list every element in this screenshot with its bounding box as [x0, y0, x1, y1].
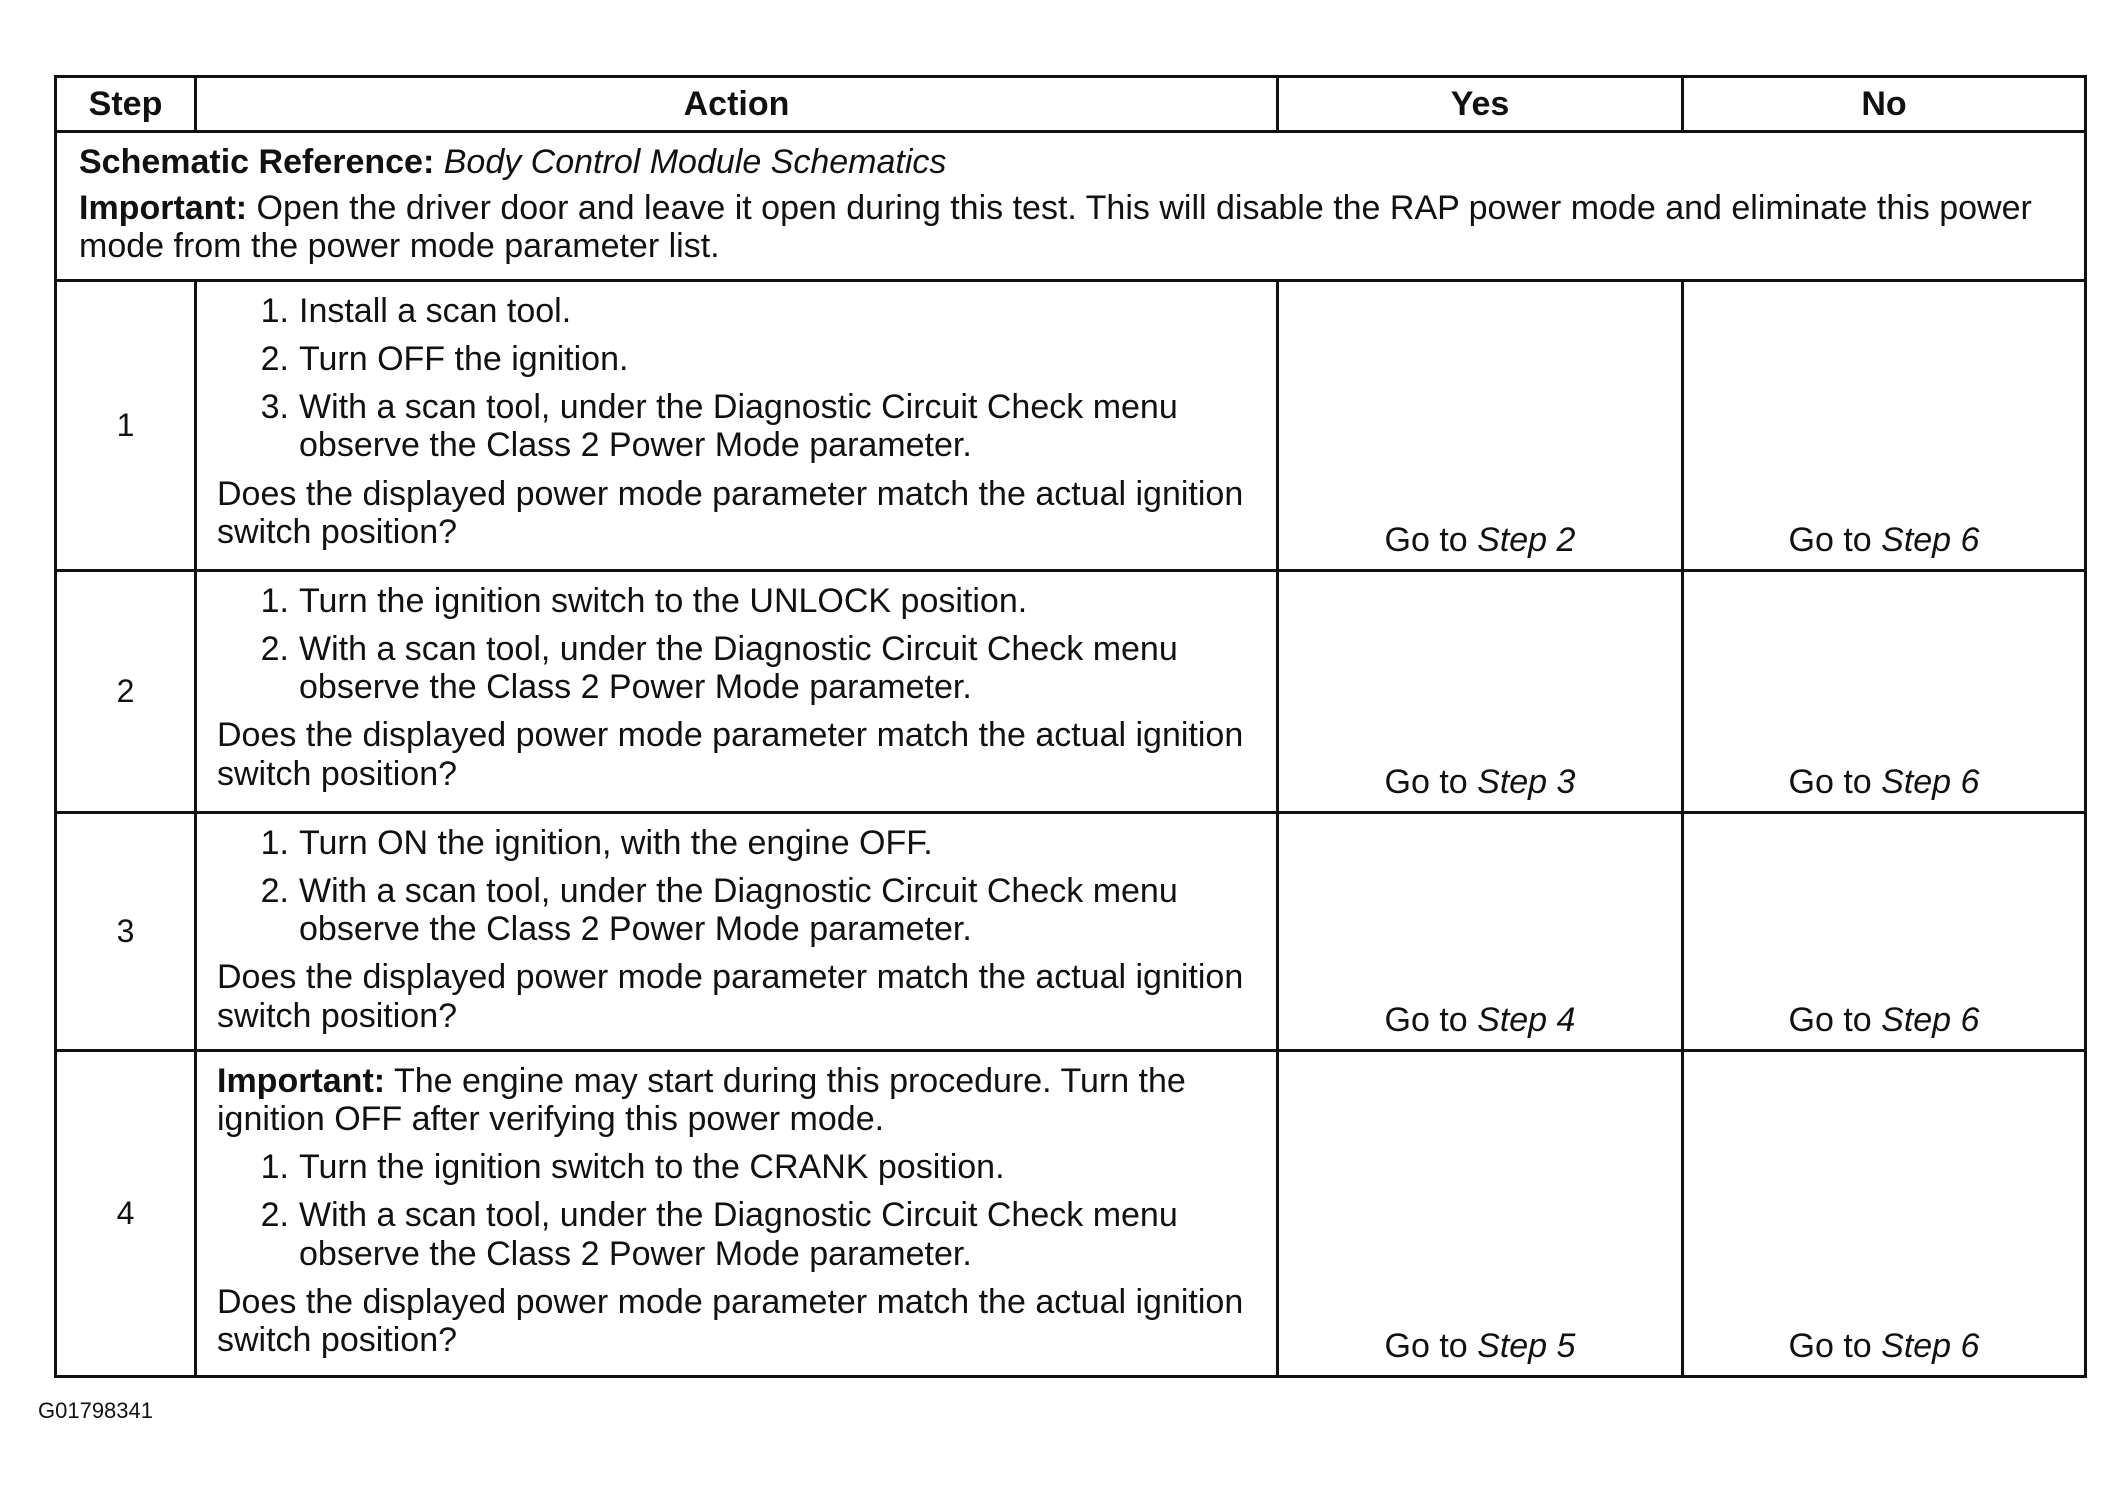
yes-cell [1278, 281, 1683, 571]
important-note [217, 1062, 1256, 1138]
figure-id: G01798341 [38, 1398, 153, 1423]
reference-cell [56, 132, 2086, 281]
item-text: Turn the ignition switch to the UNLOCK position. [299, 582, 1028, 621]
no-prefix: Go to [1788, 521, 1882, 560]
action-cell [196, 281, 1278, 571]
list-item [217, 630, 1256, 706]
yes-prefix: Go to [1384, 1327, 1478, 1366]
yes-cell [1278, 813, 1683, 1051]
action-cell [196, 1051, 1278, 1377]
no-prefix: Go to [1788, 763, 1882, 802]
header-yes: Yes [1278, 77, 1683, 132]
important-label: Important: [217, 1062, 386, 1101]
yes-prefix: Go to [1384, 1001, 1478, 1040]
action-list [217, 582, 1256, 706]
question-text: Does the displayed power mode parameter match the actual ignition switch position? [217, 474, 1244, 551]
step-number: 2 [56, 571, 196, 813]
no-step-link: Step 6 [1881, 521, 1980, 560]
list-item [217, 292, 1256, 330]
list-item [217, 872, 1256, 948]
yes-step-link: Step 3 [1477, 763, 1576, 802]
action-list [217, 1148, 1256, 1272]
action-cell [196, 571, 1278, 813]
yes-step-link: Step 4 [1477, 1001, 1576, 1040]
item-text: With a scan tool, under the Diagnostic Circuit Check menu observe the Class 2 Power Mode parameter. [299, 388, 1178, 465]
item-number: 1. [260, 582, 289, 621]
no-cell [1683, 571, 2086, 813]
action-list [217, 824, 1256, 948]
list-item [217, 824, 1256, 862]
schematic-reference-value: Body Control Module Schematics [443, 143, 947, 181]
schematic-reference-label: Schematic Reference: [79, 143, 435, 181]
header-step: Step [56, 77, 196, 132]
list-item [217, 340, 1256, 378]
no-prefix: Go to [1788, 1001, 1882, 1040]
action-cell [196, 813, 1278, 1051]
yes-step-link: Step 5 [1477, 1327, 1576, 1366]
list-item [217, 582, 1256, 620]
item-text: With a scan tool, under the Diagnostic Circuit Check menu observe the Class 2 Power Mode parameter. [299, 872, 1178, 949]
reference-row [56, 132, 2086, 281]
yes-prefix: Go to [1384, 521, 1478, 560]
no-step-link: Step 6 [1881, 1327, 1980, 1366]
yes-prefix: Go to [1384, 763, 1478, 802]
header-row [56, 77, 2086, 132]
item-text: Turn OFF the ignition. [299, 340, 629, 379]
action-list [217, 292, 1256, 464]
item-text: Turn ON the ignition, with the engine OFF. [299, 824, 933, 863]
no-cell [1683, 281, 2086, 571]
item-number: 2. [260, 1196, 289, 1235]
item-number: 3. [260, 388, 289, 427]
question-text: Does the displayed power mode parameter match the actual ignition switch position? [217, 1282, 1244, 1359]
important-label: Important: [79, 189, 248, 228]
item-number: 1. [260, 292, 289, 331]
no-cell [1683, 813, 2086, 1051]
no-prefix: Go to [1788, 1327, 1882, 1366]
step-number: 3 [56, 813, 196, 1051]
item-number: 2. [260, 630, 289, 669]
list-item [217, 1148, 1256, 1186]
important-text: Open the driver door and leave it open during this test. This will disable the RAP power mode and eliminate this power mode from the power mode parameter list. [79, 189, 2032, 266]
header-action: Action [196, 77, 1278, 132]
no-step-link: Step 6 [1881, 763, 1980, 802]
item-text: Turn the ignition switch to the CRANK position. [299, 1148, 1005, 1187]
item-text: With a scan tool, under the Diagnostic Circuit Check menu observe the Class 2 Power Mode parameter. [299, 630, 1178, 707]
yes-cell [1278, 571, 1683, 813]
item-text: With a scan tool, under the Diagnostic Circuit Check menu observe the Class 2 Power Mode parameter. [299, 1196, 1178, 1273]
header-no: No [1683, 77, 2086, 132]
list-item [217, 1196, 1256, 1272]
yes-step-link: Step 2 [1477, 521, 1576, 560]
table-row [56, 1051, 2086, 1377]
list-item [217, 388, 1256, 464]
item-number: 2. [260, 872, 289, 911]
table-row [56, 571, 2086, 813]
table-row [56, 813, 2086, 1051]
question-text: Does the displayed power mode parameter match the actual ignition switch position? [217, 958, 1244, 1035]
item-number: 1. [260, 1148, 289, 1187]
diagnostic-table [54, 75, 2087, 1378]
schematic-reference [79, 143, 2062, 181]
yes-cell [1278, 1051, 1683, 1377]
no-cell [1683, 1051, 2086, 1377]
item-number: 1. [260, 824, 289, 863]
step-number: 1 [56, 281, 196, 571]
item-text: Install a scan tool. [299, 292, 572, 331]
question-text: Does the displayed power mode parameter match the actual ignition switch position? [217, 716, 1244, 793]
important-text: The engine may start during this procedure. Turn the ignition OFF after verifying this power mode. [217, 1062, 1186, 1139]
table-row [56, 281, 2086, 571]
item-number: 2. [260, 340, 289, 379]
important-note [79, 189, 2062, 265]
step-number: 4 [56, 1051, 196, 1377]
no-step-link: Step 6 [1881, 1001, 1980, 1040]
